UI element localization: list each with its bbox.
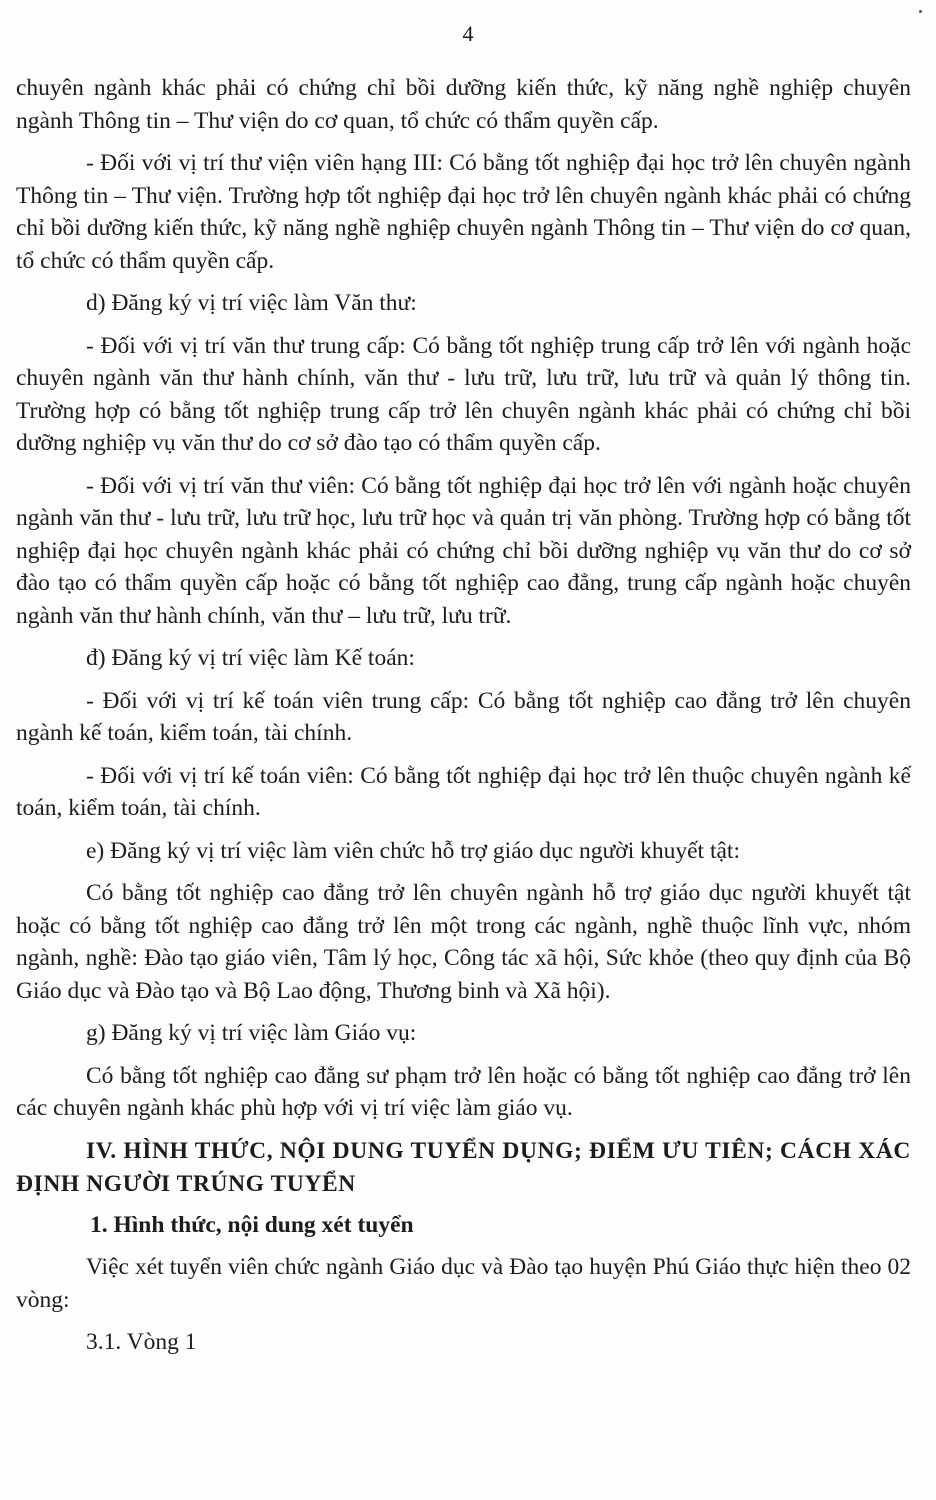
paragraph-accountant-intermediate: - Đối với vị trí kế toán viên trung cấp: Có bằng tốt nghiệp cao đẳng trở lên chuyên ngành kế toán, kiểm toán, tài chính. [16,687,911,746]
scan-speck [919,10,922,13]
paragraph-round-1: 3.1. Vòng 1 [86,1329,197,1355]
paragraph-clerk-intermediate: - Đối với vị trí văn thư trung cấp: Có bằng tốt nghiệp trung cấp trở lên với ngành hoặc chuyên ngành văn thư hành chính, văn thư - lưu trữ, lưu trữ, lưu trữ và quản lý thông tin. Trường hợp có bằng tốt nghiệp trung cấp trở lên chuyên ngành khác phải có chứng chỉ bồi dưỡng nghiệp vụ văn thư do cơ sở đào tạo có thẩm quyền cấp. [16,332,911,456]
paragraph-disability-support-requirement: Có bằng tốt nghiệp cao đẳng trở lên chuyên ngành hỗ trợ giáo dục người khuyết tật hoặc có bằng tốt nghiệp cao đẳng trở lên một trong các ngành, nghề thuộc lĩnh vực, nhóm ngành, nghề: Đào tạo giáo viên, Tâm lý học, Công tác xã hội, Sức khỏe (theo quy định của Bộ Giáo dục và Đào tạo và Bộ Lao động, Thương binh và Xã hội). [16,880,911,1004]
section-heading: IV. HÌNH THỨC, NỘI DUNG TUYỂN DỤNG; ĐIỂM ƯU TIÊN; CÁCH XÁC ĐỊNH NGƯỜI TRÚNG TUYỂN [16,1137,911,1197]
subsection-heading: 1. Hình thức, nội dung xét tuyển [90,1211,414,1238]
paragraph-accountant: - Đối với vị trí kế toán viên: Có bằng tốt nghiệp đại học trở lên thuộc chuyên ngành kế toán, kiểm toán, tài chính. [16,762,911,821]
paragraph-recruitment-rounds: Việc xét tuyển viên chức ngành Giáo dục và Đào tạo huyện Phú Giáo thực hiện theo 02 vòng: [16,1254,911,1313]
paragraph-clerk-officer: - Đối với vị trí văn thư viên: Có bằng tốt nghiệp đại học trở lên với ngành hoặc chuyên ngành văn thư - lưu trữ, lưu trữ học, lưu trữ học và quản trị văn phòng. Trường hợp có bằng tốt nghiệp đại học chuyên ngành khác phải có chứng chỉ bồi dưỡng nghiệp vụ văn thư do cơ sở đào tạo có thẩm quyền cấp hoặc có bằng tốt nghiệp cao đẳng, trung cấp ngành hoặc chuyên ngành văn thư hành chính, văn thư – lưu trữ, lưu trữ. [16,472,911,629]
paragraph-librarian-rank-3: - Đối với vị trí thư viện viên hạng III: Có bằng tốt nghiệp đại học trở lên chuyên ngành Thông tin – Thư viện. Trường hợp tốt nghiệp đại học trở lên chuyên ngành khác phải có chứng chỉ bồi dưỡng kiến thức, kỹ năng nghề nghiệp chuyên ngành Thông tin – Thư viện do cơ quan, tổ chức có thẩm quyền cấp. [16,150,911,274]
page-number: 4 [462,21,474,46]
paragraph-academic-affairs-heading: g) Đăng ký vị trí việc làm Giáo vụ: [86,1020,417,1046]
document-body [16,72,911,1369]
paragraph-continuation: chuyên ngành khác phải có chứng chỉ bồi dưỡng kiến thức, kỹ năng nghề nghiệp chuyên ngành Thông tin – Thư viện do cơ quan, tổ chức có thẩm quyền cấp. [16,75,911,134]
paragraph-academic-affairs-requirement: Có bằng tốt nghiệp cao đẳng sư phạm trở lên hoặc có bằng tốt nghiệp cao đẳng trở lên các chuyên ngành khác phù hợp với vị trí việc làm giáo vụ. [16,1062,911,1121]
paragraph-clerk-heading: d) Đăng ký vị trí việc làm Văn thư: [86,290,417,316]
paragraph-accounting-heading: đ) Đăng ký vị trí việc làm Kế toán: [86,645,415,671]
paragraph-disability-support-heading: e) Đăng ký vị trí việc làm viên chức hỗ trợ giáo dục người khuyết tật: [86,837,740,864]
